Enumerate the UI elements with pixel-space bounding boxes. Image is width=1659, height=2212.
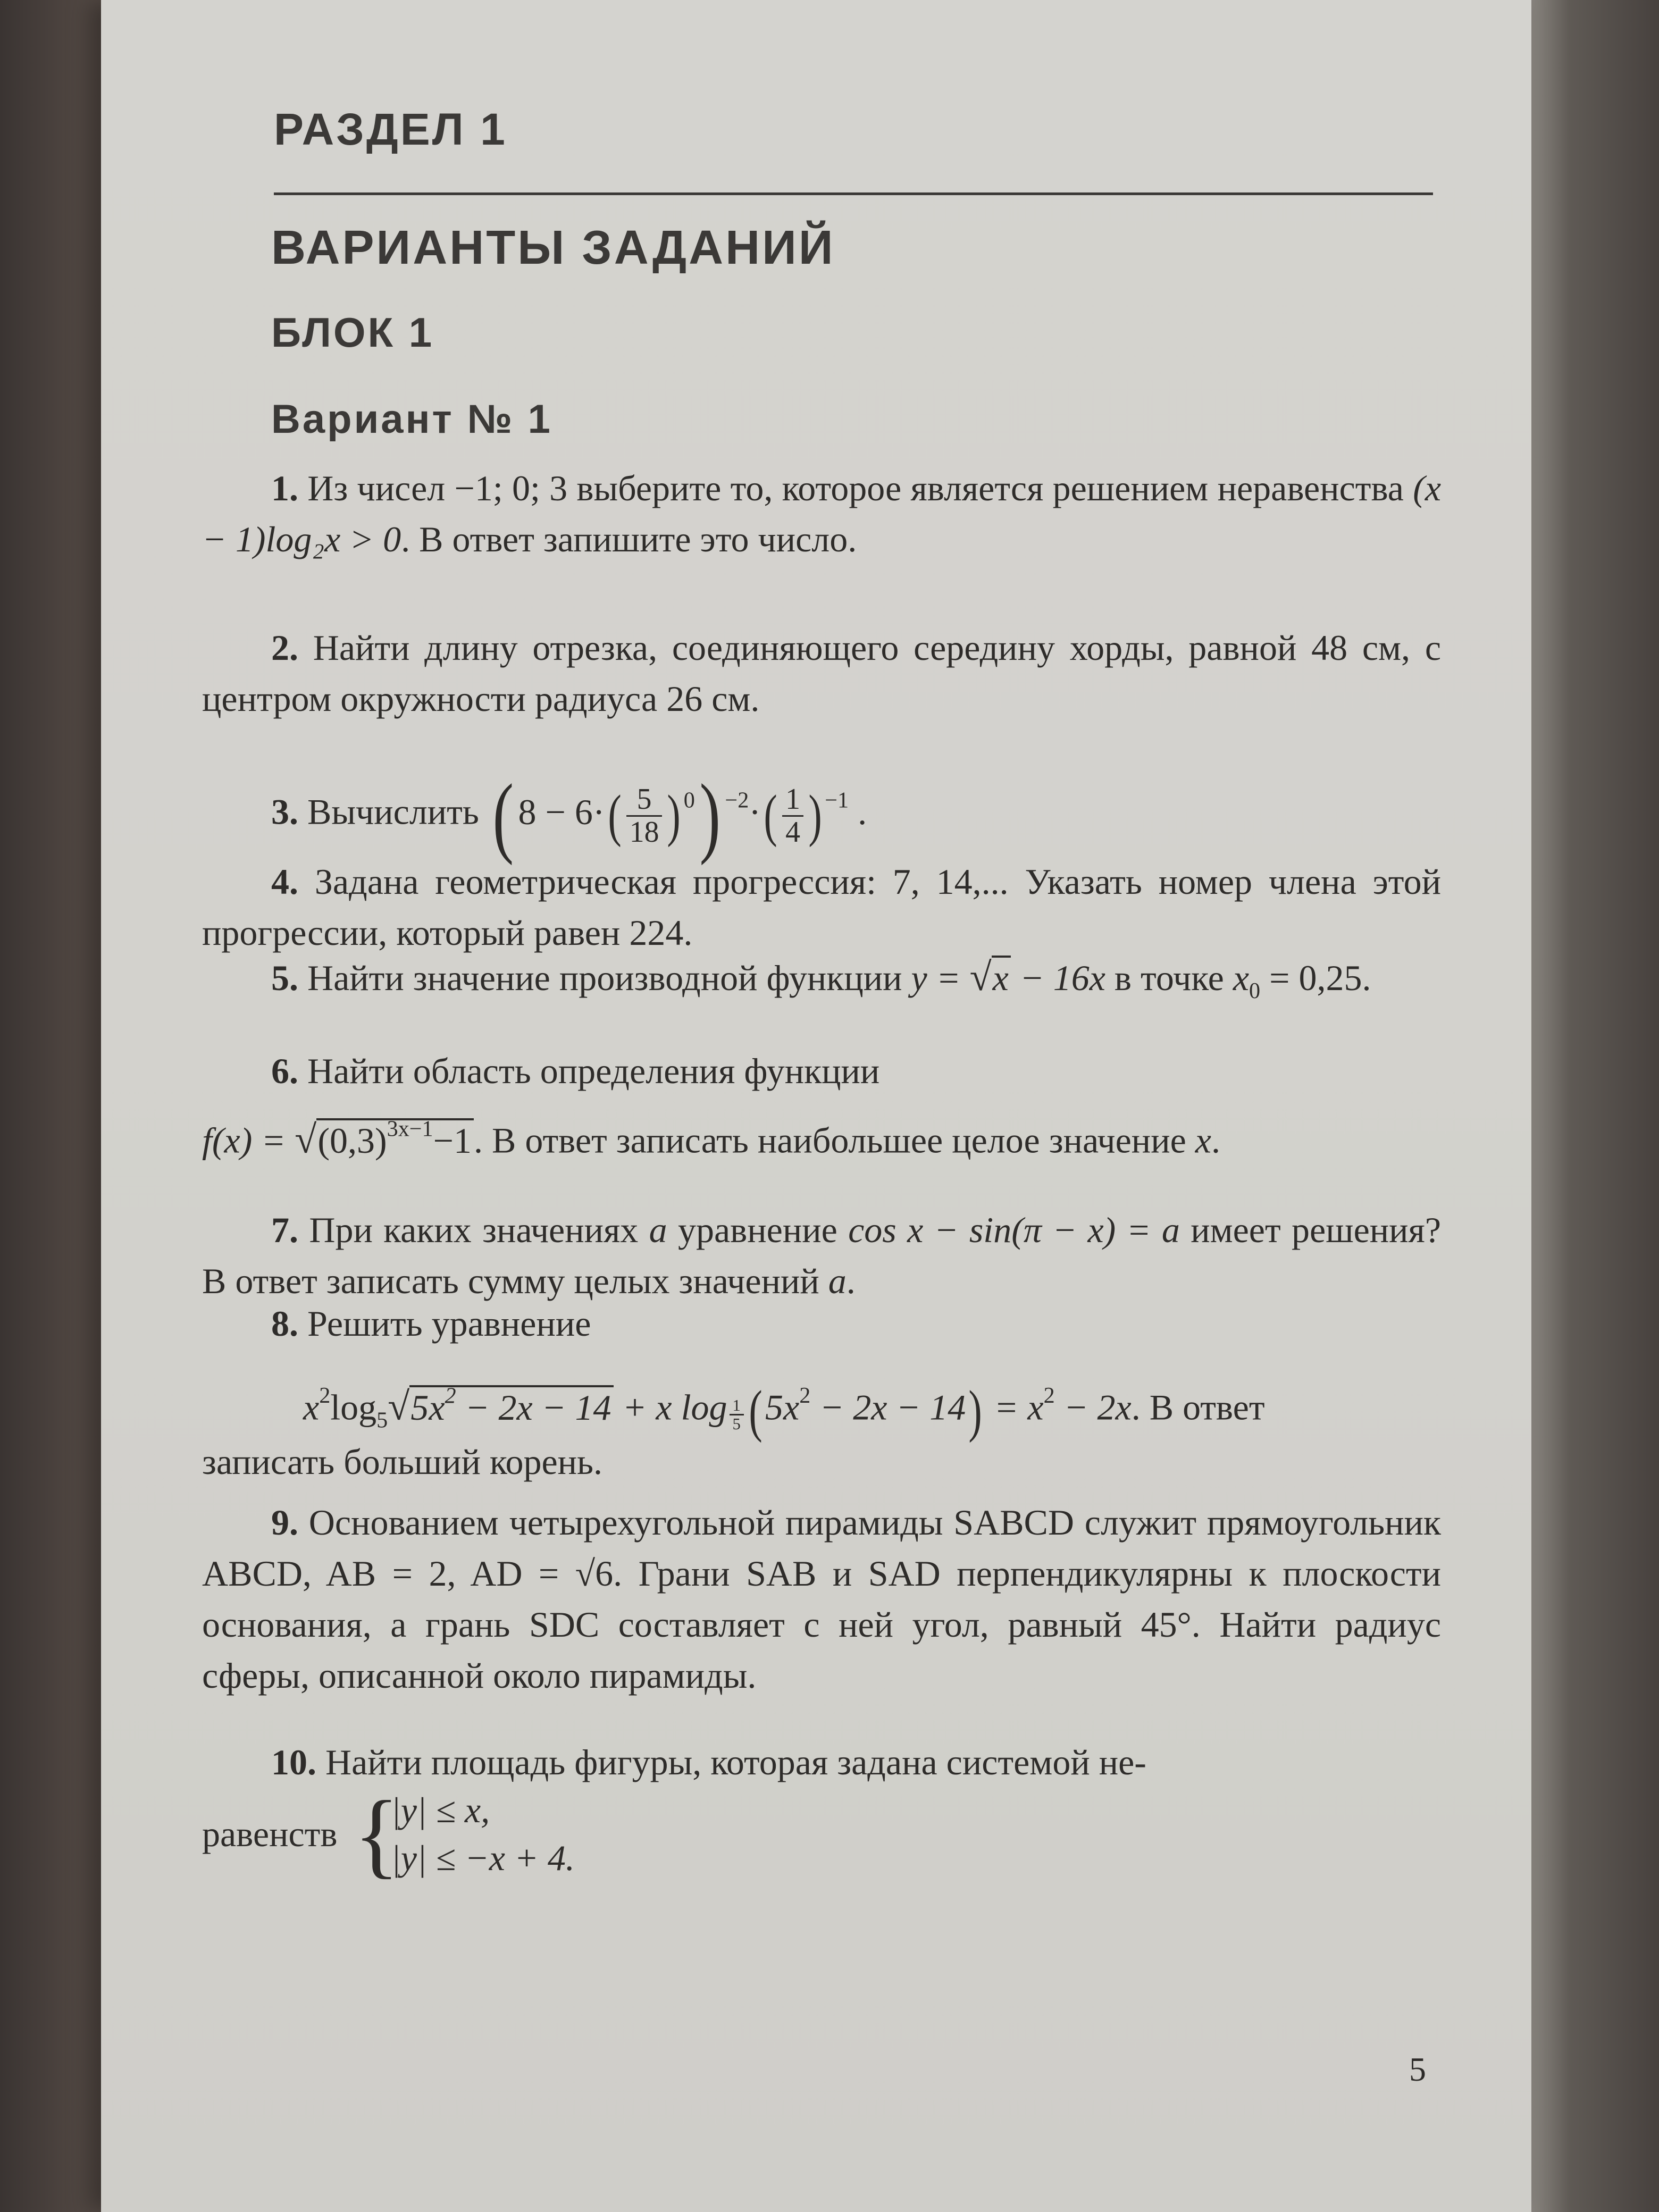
page-title: ВАРИАНТЫ ЗАДАНИЙ — [271, 221, 835, 274]
task-text: Найти значение производной функции — [307, 958, 911, 998]
task-6-body: $f(x) = √(0,3)^{3x-1}-1$. В ответ записать наибольшее целое значение x. — [202, 1116, 1220, 1162]
math-equation: cos x − sin(π − x) = a — [848, 1210, 1180, 1250]
task-number: 10. — [271, 1742, 316, 1782]
task-number: 8. — [271, 1303, 298, 1344]
task-text: Из чисел −1; 0; 3 выберите то, которое является решением неравенства — [307, 468, 1413, 508]
task-4 — [202, 856, 1441, 958]
task-number: 1. — [271, 468, 298, 508]
task-number: 2. — [271, 627, 298, 668]
book-page: РАЗДЕЛ 1 ВАРИАНТЫ ЗАДАНИЙ БЛОК 1 Вариант № 1 1. Из чисел −1; 0; 3 выберите то, которое является решением неравенства (x − 1)log₂x > 0. В ответ запишите это число. 2. Найти длину отрезка, соединяющего середину хорды, равной 48 см, с центром окружности радиуса 26 см. 3. Вычислить ( 8 − 6·( $\frac{5}{18}$ ) $^0$) $^{-2}$·( $\frac{1}{4}$ ) $^{-1}$ . 4. Задана геометрическая прогрессия: 7, 14,... Указать номер члена этой прогрессии, который равен 224. 5. Найти значение производной функции y = √x − 16x в точке $x_0 = 0,25$. 6. Найти область определения функции $f(x) = √(0,3)^{3x-1}-1$. В ответ записать наибольшее целое значение x. 7. При каких значениях a уравнение cos x − sin(π − x) = a имеет решения? В ответ записать сумму целых значений a. 8. Решить уравнение $x^2\log_5√5x^2 - 2x - 14 + x$ log $\frac{1}{5}$ $(5x^2 - 2x - 14) = x^2 - 2x$. В ответ записать больший корень. 9. Основанием четырехугольной пирамиды SABCD служит прямоугольник ABCD, AB = 2, AD = √6. Грани SAB и SAD перпендикулярны к плоскости основания, а грань SDC составляет с ней угол, равный 45°. Найти радиус сферы, описанной около пирамиды. 10. Найти площадь фигуры, которая задана системой не- равенств { |y| ≤ x, |y| ≤ −x + 4. 5 — [101, 0, 1531, 2212]
task-3 — [271, 739, 867, 866]
task-6-heading — [271, 1050, 879, 1092]
background-right — [1531, 0, 1659, 2212]
task-10-heading: 10. Найти площадь фигуры, которая задана системой не- — [271, 1742, 1146, 1782]
task-2 — [202, 622, 1441, 724]
task-number: 7. — [271, 1210, 298, 1250]
task-number: 5. — [271, 958, 298, 998]
task-text: Задана геометрическая прогрессия: 7, 14,... Указать номер члена этой прогрессии, который равен 224. — [202, 861, 1441, 953]
task-1 — [202, 463, 1441, 565]
task-9 — [202, 1497, 1441, 1701]
block-heading: БЛОК 1 — [271, 309, 434, 356]
section-rule — [274, 192, 1433, 195]
task-7: 7. При каких значениях a уравнение cos x − sin(π − x) = a имеет решения? В ответ записать сумму целых значений a. — [202, 1210, 1441, 1301]
math-inequality: (x − 1)log₂x > 0 — [202, 468, 1442, 559]
task-number: 6. — [271, 1051, 298, 1091]
task-8-heading: 8. Решить уравнение — [271, 1303, 591, 1344]
task-text: . В ответ запишите это число. — [401, 519, 857, 559]
task-number: 9. — [271, 1502, 298, 1543]
page-number: 5 — [1409, 2050, 1426, 2088]
task-text: Найти область определения функции — [307, 1051, 880, 1091]
task-number: 3. — [271, 791, 298, 832]
task-label: Вычислить — [307, 791, 479, 832]
task-number: 4. — [271, 861, 298, 902]
math-expression: ( 8 − 6·( $\frac{5}{18}$ ) $^0$) $^{-2}$·( $\frac{1}{4}$ ) $^{-1}$ . — [492, 766, 867, 866]
task-8-tail: записать больший корень. — [202, 1442, 603, 1482]
task-5: 5. Найти значение производной функции y = √x − 16x в точке $x_0 = 0,25$. — [271, 955, 1371, 1003]
variant-heading: Вариант № 1 — [271, 397, 552, 442]
task-text: Найти длину отрезка, соединяющего середину хорды, равной 48 см, с центром окружности радиуса 26 см. — [202, 627, 1441, 719]
task-8-equation: $x^2\log_5√5x^2 - 2x - 14 + x$ log $\frac{1}{5}$ $(5x^2 - 2x - 14) = x^2 - 2x$. В ответ — [303, 1378, 1265, 1443]
section-heading: РАЗДЕЛ 1 — [274, 104, 507, 154]
task-text: Основанием четырехугольной пирамиды SABCD служит прямоугольник ABCD, AB = 2, AD = √6. Грани SAB и SAD перпендикулярны к плоскости основания, а грань SDC составляет с ней угол, равный 45°. Найти радиус сферы, описанной около пирамиды. — [202, 1502, 1441, 1696]
